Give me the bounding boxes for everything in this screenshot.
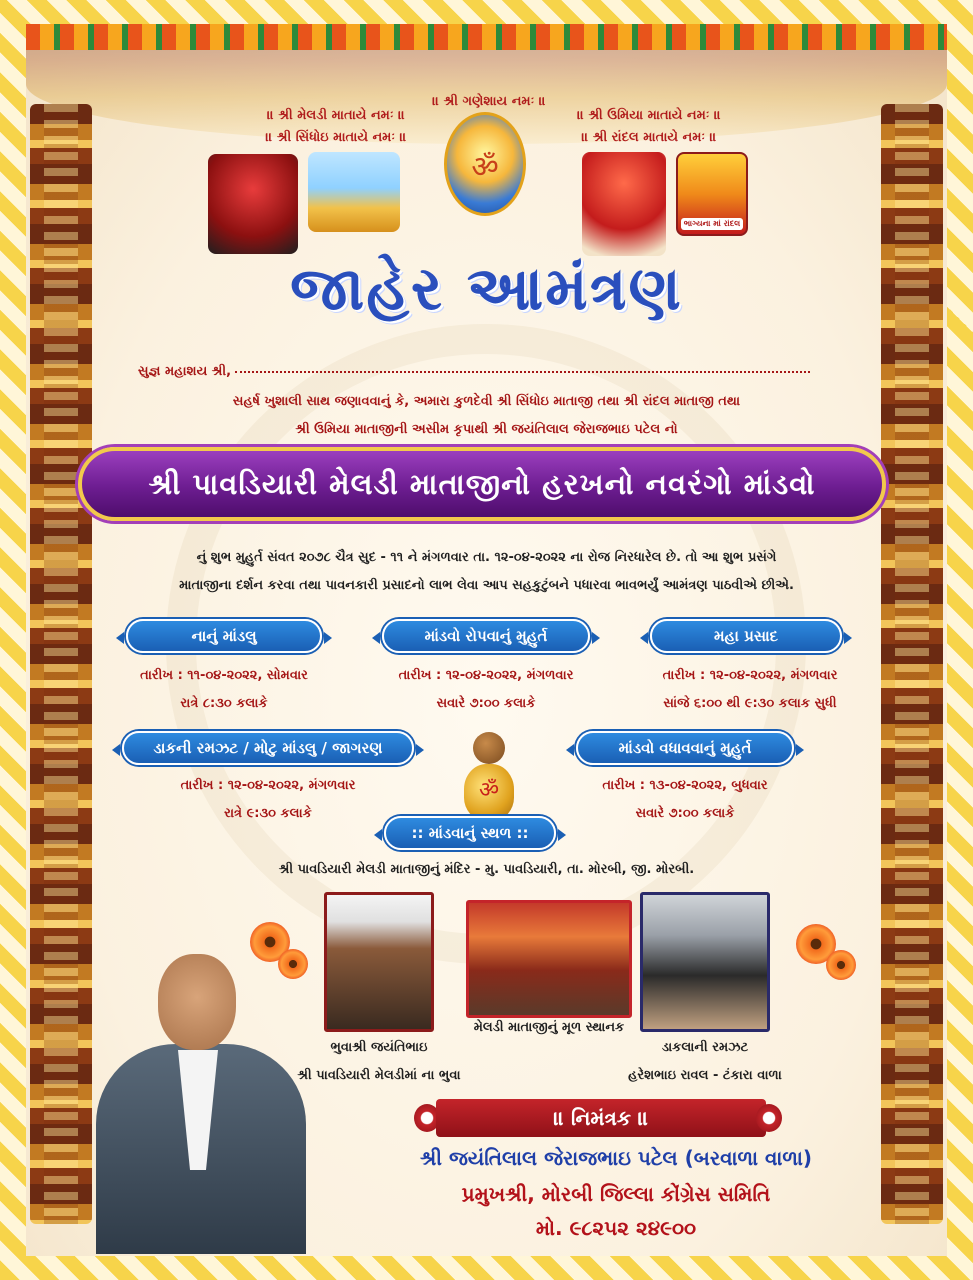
bhuva-caption-2: શ્રી પાવડિયારી મેલડીમાં ના ભુવા xyxy=(297,1068,461,1083)
intro-line-2: શ્રી ઉમિયા માતાજીની અસીમ કૃપાથી શ્રી જયંતિલાલ જેરાજભાઇ પટેલ નો xyxy=(295,422,678,437)
event-title-nanu-mandlu: નાનું માંડલુ xyxy=(126,619,322,653)
event-time-nanu-mandlu: રાત્રે ૮:૩૦ કલાકે xyxy=(180,696,268,711)
sindhoi-mata-image xyxy=(308,152,400,232)
dotted-fill-line xyxy=(235,371,810,373)
meldi-mata-image xyxy=(208,154,298,254)
host-designation: પ્રમુખશ્રી, મોરબી જિલ્લા કોંગ્રેસ સમિતિ xyxy=(461,1182,771,1206)
event-title-maha-prasad: મહા પ્રસાદ xyxy=(650,619,842,653)
om-icon: ॐ xyxy=(478,778,500,803)
event-date-mandvo-ropvanu: તારીખ : ૧૨-૦૪-૨૦૨૨, મંગળવાર xyxy=(398,668,574,683)
mantra-left-1: ॥ શ્રી મેલડી માતાયે નમઃ ॥ xyxy=(267,108,405,123)
event-banner-text: શ્રી પાવડિયારી મેલડી માતાજીનો હરખનો નવરંગો માંડવો xyxy=(148,466,816,501)
host-name: શ્રી જયંતિલાલ જેરાજભાઇ પટેલ (બરવાળા વાળા) xyxy=(419,1146,813,1170)
host-photo xyxy=(86,954,316,1254)
dakla-caption-2: હરેશભાઇ રાવલ - ટંકારા વાળા xyxy=(628,1068,782,1083)
event-time-maha-prasad: સાંજે ૬:૦૦ થી ૯:૩૦ કલાક સુધી xyxy=(663,696,837,711)
nimantrak-label: ॥ નિમંત્રક ॥ xyxy=(436,1099,766,1137)
randal-label: ભાગ્યના માં રાંદલ xyxy=(681,218,743,230)
ganesha-image xyxy=(444,112,526,216)
host-phone: મો. ૯૮૨૫૨ ૨૪૯૦૦ xyxy=(535,1216,697,1240)
flower-garland xyxy=(26,24,947,50)
temple-photo xyxy=(466,900,632,1018)
head-shape xyxy=(158,954,236,1050)
event-title-dak-ramzat: ડાકની રમઝટ / મોટુ માંડલુ / જાગરણ xyxy=(122,731,414,765)
bhuva-caption-1: ભુવાશ્રી જયંતિભાઇ xyxy=(330,1040,428,1055)
flower-decoration xyxy=(826,950,856,980)
mantra-right-2: ॥ શ્રી રાંદલ માતાયે નમઃ ॥ xyxy=(581,130,717,145)
randal-mata-image xyxy=(676,152,748,236)
venue-title: :: માંડવાનું સ્થળ :: xyxy=(384,816,556,850)
event-time-dak-ramzat: રાત્રે ૯:૩૦ કલાકે xyxy=(224,806,312,821)
body-line-1: નું શુભ મુહુર્ત સંવત ૨૦૭૮ ચૈત્ર સુદ - ૧૧ ને મંગળવાર તા. ૧૨-૦૪-૨૦૨૨ ના રોજ નિરધારેલ છે. તો આ શુભ પ્રસંગે xyxy=(196,550,777,565)
scroll-end-right xyxy=(756,1104,782,1132)
dakla-caption-1: ડાકલાની રમઝટ xyxy=(661,1040,749,1055)
coconut-shape xyxy=(473,732,505,764)
body-line-2: માતાજીના દર્શન કરવા તથા પાવનકારી પ્રસાદનો લાભ લેવા આપ સહકુટુંબને પધારવા ભાવભર્યું આમંત્રણ પાઠવીએ છીએ. xyxy=(179,578,794,593)
umiya-mata-image xyxy=(582,152,666,256)
greeting-text: સુજ્ઞ મહાશય શ્રી, xyxy=(138,364,232,379)
temple-caption: મેલડી માતાજીનું મૂળ સ્થાનક xyxy=(473,1020,625,1035)
mantra-ganesh: ॥ શ્રી ગણેશાય નમઃ ॥ xyxy=(432,94,546,109)
event-time-mandvo-ropvanu: સવારે ૭:૦૦ કલાકે xyxy=(436,696,536,711)
dakla-photo xyxy=(640,892,770,1032)
event-banner xyxy=(78,447,886,521)
event-title-mandvo-vadhavvanu: માંડવો વધાવવાનું મુહુર્ત xyxy=(576,731,794,765)
event-date-dak-ramzat: તારીખ : ૧૨-૦૪-૨૦૨૨, મંગળવાર xyxy=(180,778,356,793)
event-date-maha-prasad: તારીખ : ૧૨-૦૪-૨૦૨૨, મંગળવાર xyxy=(662,668,838,683)
card-inner xyxy=(26,24,947,1256)
mantra-left-2: ॥ શ્રી સિંધોઇ માતાયે નમઃ ॥ xyxy=(265,130,407,145)
kalash-icon xyxy=(456,726,522,822)
greeting-line xyxy=(138,364,810,379)
event-date-nanu-mandlu: તારીખ : ૧૧-૦૪-૨૦૨૨, સોમવાર xyxy=(140,668,308,683)
event-date-mandvo-vadhavvanu: તારીખ : ૧૩-૦૪-૨૦૨૨, બુધવાર xyxy=(602,778,768,793)
event-time-mandvo-vadhavvanu: સવારે ૭:૦૦ કલાકે xyxy=(635,806,735,821)
mantra-right-1: ॥ શ્રી ઉમિયા માતાયે નમઃ ॥ xyxy=(577,108,721,123)
event-title-mandvo-ropvanu: માંડવો રોપવાનું મુહુર્ત xyxy=(382,619,590,653)
page-title: જાહેર આમંત્રણ xyxy=(290,254,683,324)
venue-address: શ્રી પાવડિયારી મેલડી માતાજીનું મંદિર - મુ. પાવડિયારી, તા. મોરબી, જી. મોરબી. xyxy=(278,862,695,877)
intro-line-1: સહર્ષ ખુશાલી સાથ જણાવવાનું કે, અમારા કુળદેવી શ્રી સિંધોઇ માતાજી તથા શ્રી રાંદલ માતાજી તથા xyxy=(232,394,741,409)
bhuva-photo xyxy=(324,892,434,1032)
